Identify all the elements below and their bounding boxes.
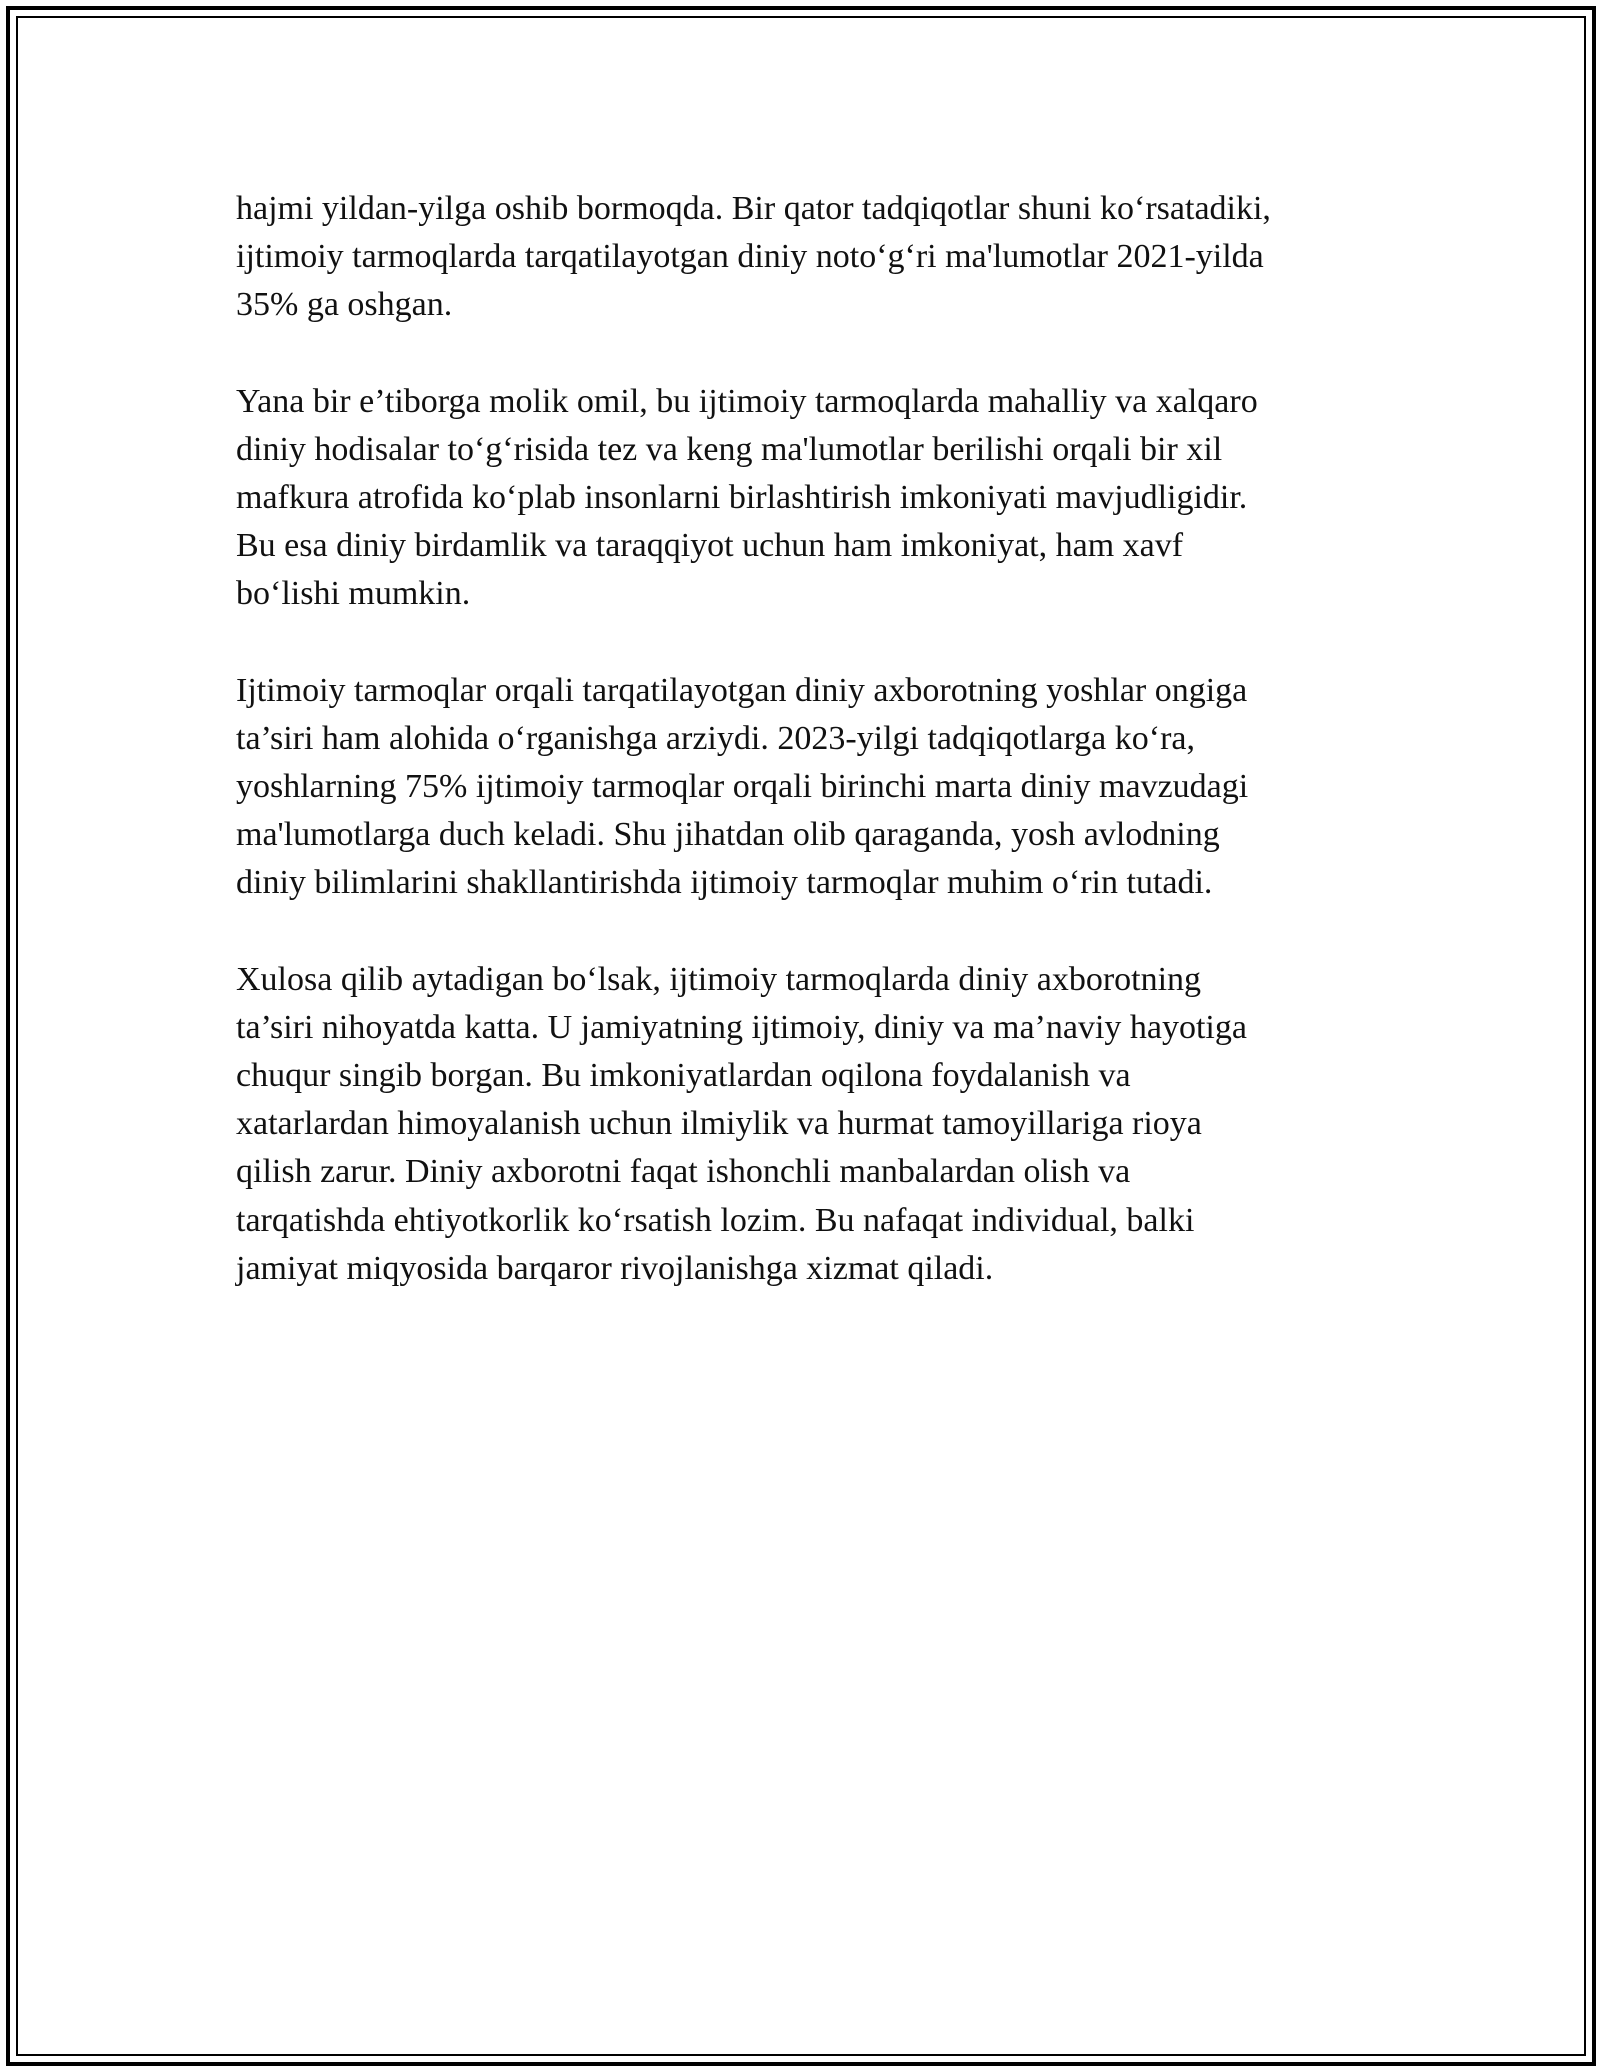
text-line: ma'lumotlarga duch keladi. Shu jihatdan olib qaraganda, yosh avlodning bbox=[236, 816, 1220, 854]
text-line: tarqatishda ehtiyotkorlik koʻrsatish lozim. Bu nafaqat individual, balki bbox=[236, 1201, 1195, 1239]
text-line: ijtimoiy tarmoqlarda tarqatilayotgan diniy notoʻgʻri ma'lumotlar 2021-yilda bbox=[236, 238, 1264, 276]
text-line: Yana bir e’tiborga molik omil, bu ijtimoiy tarmoqlarda mahalliy va xalqaro bbox=[236, 382, 1258, 420]
text-line: chuqur singib borgan. Bu imkoniyatlardan oqilona foydalanish va bbox=[236, 1057, 1131, 1095]
paragraph-3 bbox=[236, 667, 1376, 908]
text-line: yoshlarning 75% ijtimoiy tarmoqlar orqali birinchi marta diniy mavzudagi bbox=[236, 768, 1249, 806]
text-line: mafkura atrofida koʻplab insonlarni birlashtirish imkoniyati mavjudligidir. bbox=[236, 479, 1248, 517]
text-line: diniy bilimlarini shakllantirishda ijtimoiy tarmoqlar muhim oʻrin tutadi. bbox=[236, 864, 1213, 902]
text-line: boʻlishi mumkin. bbox=[236, 575, 471, 613]
text-line: hajmi yildan-yilga oshib bormoqda. Bir qator tadqiqotlar shuni koʻrsatadiki, bbox=[236, 190, 1271, 227]
paragraph-1 bbox=[236, 185, 1376, 330]
text-line: ta’siri nihoyatda katta. U jamiyatning ijtimoiy, diniy va ma’naviy hayotiga bbox=[236, 1008, 1247, 1046]
text-line: diniy hodisalar toʻgʻrisida tez va keng ma'lumotlar berilishi orqali bir xil bbox=[236, 430, 1223, 468]
text-line: 35% ga oshgan. bbox=[236, 286, 453, 324]
paragraph-4 bbox=[236, 956, 1376, 1293]
paragraph-2 bbox=[236, 378, 1376, 619]
text-line: qilish zarur. Diniy axborotni faqat ishonchli manbalardan olish va bbox=[236, 1153, 1131, 1191]
text-line: xatarlardan himoyalanish uchun ilmiylik va hurmat tamoyillariga rioya bbox=[236, 1105, 1202, 1143]
text-line: jamiyat miqyosida barqaror rivojlanishga xizmat qiladi. bbox=[236, 1249, 994, 1287]
document-body bbox=[236, 185, 1376, 1341]
text-line: Xulosa qilib aytadigan boʻlsak, ijtimoiy tarmoqlarda diniy axborotning bbox=[236, 960, 1202, 998]
text-line: ta’siri ham alohida oʻrganishga arziydi. 2023-yilgi tadqiqotlarga koʻra, bbox=[236, 719, 1195, 757]
text-line: Ijtimoiy tarmoqlar orqali tarqatilayotgan diniy axborotning yoshlar ongiga bbox=[236, 671, 1248, 709]
text-line: Bu esa diniy birdamlik va taraqqiyot uchun ham imkoniyat, ham xavf bbox=[236, 527, 1184, 565]
